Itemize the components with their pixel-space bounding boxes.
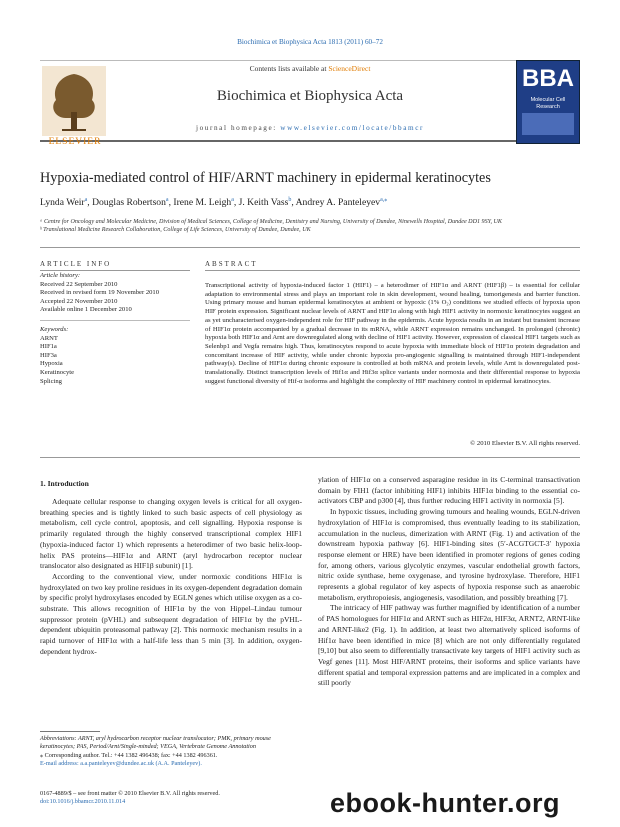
paragraph: According to the conventional view, under normoxic conditions HIF1α is hydroxylated on two key proline residues in its oxygen-dependent degradation domain by specific prolyl hydroxylases encoded by EGLN genes which utilise oxygen as a co-substrate. This allows recognition of HIF1α by the von Hippel–Lindau tumour suppressor protein (pVHL) and subsequent degradation of HIF1α by the pVHL-dependent ubiquitin proteasomal pathway [2]. This normoxic mechanism results in a rapid turnover of HIF1α with a half-life less than 5 min [3]. In addition, oxygen-dependent hydrox- bbox=[40, 571, 302, 656]
cover-image bbox=[522, 113, 574, 135]
keyword: HIF3a bbox=[40, 351, 57, 359]
footnote-divider bbox=[40, 731, 100, 732]
keywords-label: Keywords: bbox=[40, 325, 69, 333]
history-item: Received 22 September 2010 bbox=[40, 280, 118, 288]
issn-line: 0167-4889/$ – see front matter © 2010 Elsevier B.V. All rights reserved. bbox=[40, 790, 220, 797]
paragraph: ylation of HIF1α on a conserved asparagine residue in its C-terminal transactivation domain by FIH1 (factor inhibiting HIF1) inhibits HIF1α binding to the essential co-activators CBP and p300 [4], thus further reducing HIF1 activity in normoxia [5]. bbox=[318, 475, 580, 506]
article-title: Hypoxia-mediated control of HIF/ARNT machinery in epidermal keratinocytes bbox=[40, 170, 491, 186]
article-info-heading: ARTICLE INFO bbox=[40, 260, 112, 268]
keyword: ARNT bbox=[40, 334, 58, 342]
keyword: Keratinocyte bbox=[40, 368, 75, 376]
history-item: Received in revised form 19 November 2010 bbox=[40, 289, 160, 297]
section-heading-introduction: 1. Introduction bbox=[40, 479, 89, 488]
issn-doi bbox=[40, 790, 302, 807]
footnote-corresponding: ⁎ Corresponding author. Tel.: +44 1382 496438; fax: +44 1382 496361. bbox=[40, 751, 218, 759]
paragraph: Adequate cellular response to changing oxygen levels is critical for all oxygen-breathing species and is tightly linked to such basic aspects of cell physiology as metabolism, cell cycle control, apoptosis, and cell signalling. Hypoxia response is primarily regulated through the highly conserved transcriptional complex HIF1 (hypoxia-induced factor 1) which represents a heterodimer of two basic helix-loop-helix PAS proteins—HIF1α and ARNT (aryl hydrocarbon receptor nuclear translocator also designated as HIF1β subunit) [1]. bbox=[40, 497, 302, 571]
body-column-right bbox=[318, 475, 580, 689]
paragraph: The intricacy of HIF pathway was further magnified by identification of a number of PAS homologues for HIF1α and ARNT such as HIF2α, HIF3α, ARNT2, ARNT-like and ARNT-like2 (Fig. 1). In addition, at least two alternatively spliced isoforms of Hif1α have been identified in mice [8] which are not only differentially regulated [9,10] but also seem to differentially transactivate key targets of HIF1 activity such as Vegf genes [11]. Most HIF/ARNT proteins, their isoforms and splice variants have different spatial and temporal expression patterns and are implicated in a complex and still poorly bbox=[318, 603, 580, 688]
author-list: Lynda Weir$^a$, Douglas Robertson$^a$, Irene M. Leigh$^a$, J. Keith Vass$^b$, Andrey A. Panteleyev$^{a,⁎}$ bbox=[40, 197, 388, 209]
body-column-left bbox=[40, 497, 302, 658]
journal-header bbox=[40, 60, 580, 155]
divider bbox=[40, 320, 190, 321]
journal-homepage: journal homepage: www.elsevier.com/locate/bbamcr bbox=[195, 124, 425, 132]
homepage-link[interactable]: www.elsevier.com/locate/bbamcr bbox=[280, 124, 425, 132]
affiliation-b: ᵇ Translational Medicine Research Collaboration, College of Life Sciences, University of Dundee, Dundee, UK bbox=[40, 227, 311, 233]
author: Douglas Robertson bbox=[92, 197, 166, 209]
footnote-abbreviations: Abbreviations: ARNT, aryl hydrocarbon receptor nuclear translocator; PMK, primary mouse keratinocytes; PAS, Period/Arnt/Single-minded; VEGA, Vertebrate Genome Annotation bbox=[40, 735, 271, 751]
cover-subtitle: Molecular Cell Research bbox=[530, 97, 566, 110]
journal-name: Biochimica et Biophysica Acta bbox=[216, 88, 404, 104]
elsevier-wordmark: ELSEVIER bbox=[48, 137, 102, 147]
divider bbox=[40, 247, 580, 248]
divider bbox=[40, 457, 580, 458]
history-label: Article history: bbox=[40, 272, 81, 279]
keyword: HIF1a bbox=[40, 343, 57, 351]
history-item: Accepted 22 November 2010 bbox=[40, 297, 118, 305]
divider bbox=[205, 270, 580, 271]
footnote-email[interactable]: E-mail address: a.a.panteleyev@dundee.ac.uk (A.A. Panteleyev). bbox=[40, 759, 202, 767]
doi-link[interactable]: doi:10.1016/j.bbamcr.2010.11.014 bbox=[40, 798, 126, 806]
elsevier-tree-logo bbox=[42, 66, 106, 136]
history-item: Available online 1 December 2010 bbox=[40, 306, 132, 314]
author: Irene M. Leigh bbox=[173, 197, 232, 209]
abstract-heading: ABSTRACT bbox=[205, 260, 258, 268]
abstract-text: Transcriptional activity of hypoxia-induced factor 1 (HIF1) – a heterodimer of HIF1α and ARNT (HIF1β) – is essential for cellular adaptation to environmental stress and plays an important role in skin development, wound healing, tumorigenesis and barrier function. Using primary mouse and human epidermal keratinocytes at ambient or hypoxic (1% O₂) conditions we studied effects of hypoxia upon HIF protein expression. Significant nuclear levels of ARNT and HIF1α along with high HIF1 activity in normoxic keratinocytes suggest an as yet uncharacterised oxygen-independent role for HIF pathway in the epidermis. Acute hypoxia results in an instant but transient increase of HIF1α protein accompanied by a gradual decrease in its mRNA, while ARNT expression remains unchanged. In prolonged (chronic) hypoxia both HIF1α and Arnt are downregulated along with decline of HIF1 activity. However, expression of classical HIF1 targets such as Selenbp1 and Vegfa remains high. Thus, keratinocytes respond to acute hypoxia with immediate block of HIF1α protein degradation and concomitant increase of HIF activity, while under chronic hypoxia pro-angiogenic signalling is maintained through HIF1-independent pathway(s). Decline of HIF1α during chronic exposure is controlled at both mRNA and protein levels, while Arnt is downregulated post-translationally. Distinct transcription levels of Hif1α and Hif3α splice variants under normoxia and their differential response to hypoxia suggest functional diversity of Hif-α isoforms and highlight the complexity of HIF machinery control in epidermal keratinocytes. bbox=[205, 282, 580, 385]
divider bbox=[40, 270, 190, 271]
cover-bba-logo: BBA bbox=[522, 65, 574, 92]
sciencedirect-link[interactable]: ScienceDirect bbox=[328, 64, 371, 73]
paragraph: In hypoxic tissues, including growing tumours and healing wounds, EGLN-driven hydroxylation of HIF1α is compromised, thus eventually leading to its stabilization, accumulation in the nucleus, dimerization with ARNT (Fig. 1) and activation of the downstream hypoxia pathway [6]. HIF1-binding sites (5′-ACGTGCT-3′ hypoxia response element or HRE) have been identified in promoter regions of genes coding for, among others, various glycolytic enzymes, vascular endothelial growth factors, nitric oxide synthase, heme oxygenase, and tyrosine hydroxylase. Therefore, HIF1 represents a global regulator of key aspects of hypoxia response such as anaerobic metabolism, erythropoiesis, angiogenesis, vasodilation, and possibly breathing [7]. bbox=[318, 507, 580, 602]
journal-citation: Biochimica et Biophysica Acta 1813 (2011) 60–72 bbox=[237, 38, 383, 46]
affiliation-a: ᵃ Centre for Oncology and Molecular Medicine, Division of Medical Sciences, College of Medicine, Dentistry and Nursing, University of Dundee, Ninewells Hospital, Dundee DD1 9SY, UK bbox=[40, 219, 502, 225]
keyword: Splicing bbox=[40, 377, 62, 385]
author: Andrey A. Panteleyev bbox=[295, 197, 381, 209]
footnotes bbox=[40, 735, 302, 768]
copyright-notice: © 2010 Elsevier B.V. All rights reserved. bbox=[470, 440, 580, 447]
journal-cover bbox=[516, 60, 580, 144]
author: J. Keith Vass bbox=[238, 197, 289, 209]
watermark: ebook-hunter.org bbox=[330, 788, 560, 818]
article-info bbox=[40, 272, 190, 386]
contents-line: Contents lists available at ScienceDirect bbox=[249, 64, 371, 73]
keyword: Hypoxia bbox=[40, 360, 63, 368]
author: Lynda Weir bbox=[40, 197, 85, 209]
